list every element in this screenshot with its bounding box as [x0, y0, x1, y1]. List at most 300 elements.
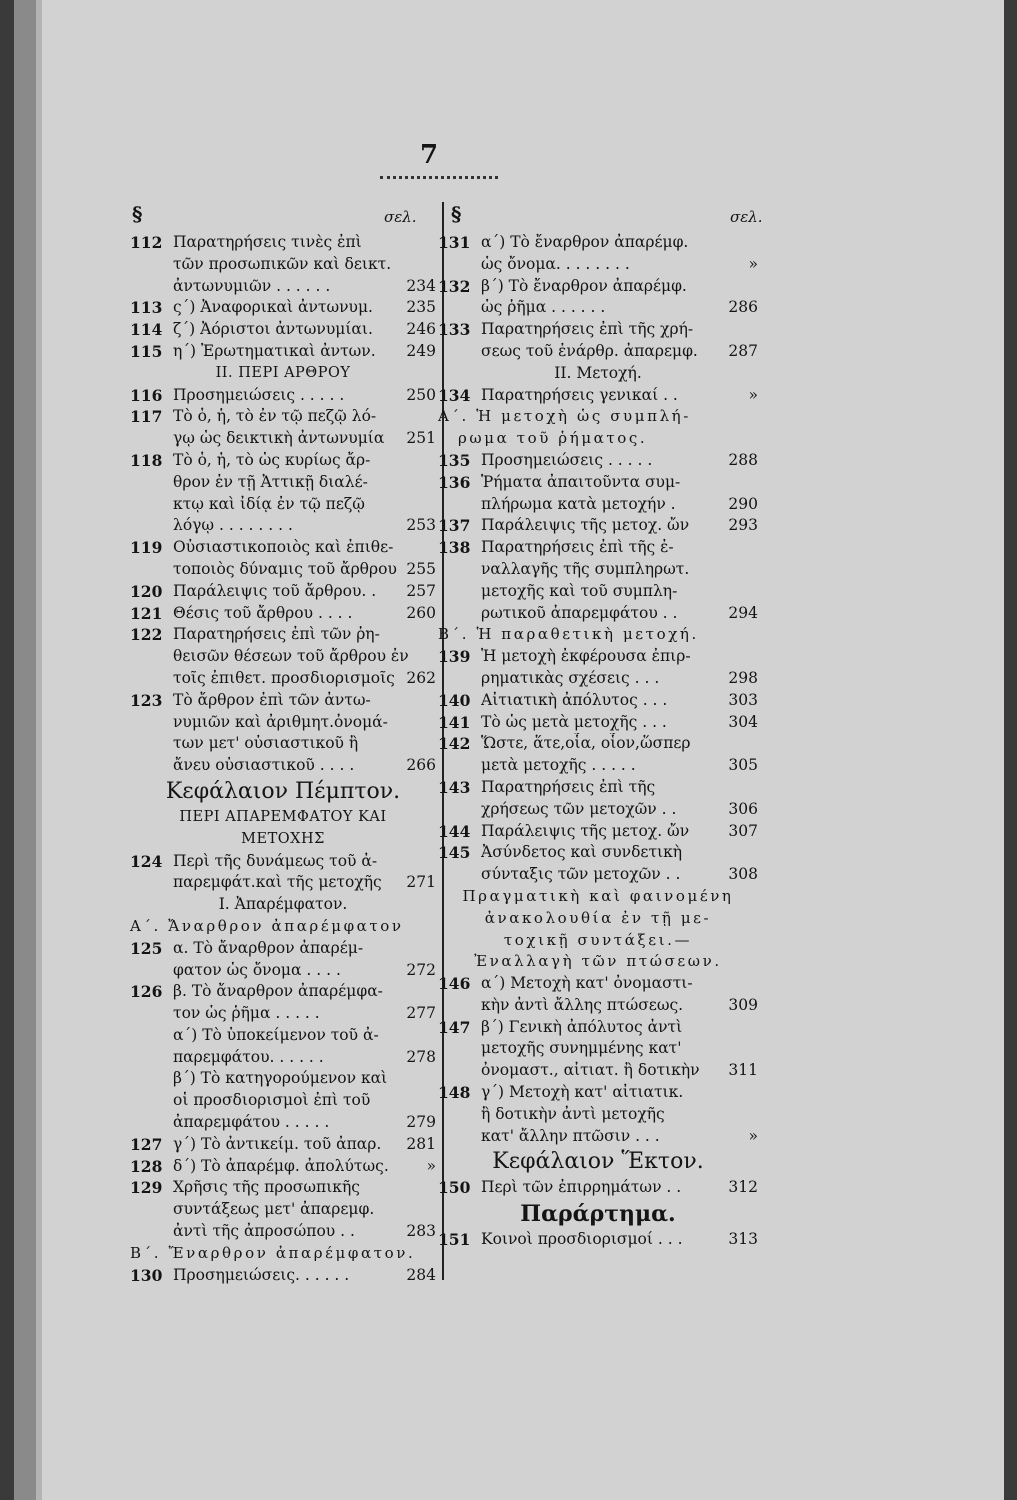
entry-text [173, 690, 436, 777]
toc-entry [130, 319, 436, 341]
page-ref: » [748, 254, 758, 273]
entry-line [481, 341, 758, 363]
section-number: 122 [130, 625, 163, 645]
page-ref: 304 [728, 712, 758, 731]
entry-line [173, 603, 436, 625]
entry-line-text: τοῖς ἐπιθετ. προσδιορισμοῖς [173, 668, 395, 687]
toc-entry [438, 385, 758, 407]
toc-entry [130, 603, 436, 625]
entry-text [481, 842, 758, 886]
toc-entry [438, 1082, 758, 1147]
entry-line-text: μετὰ μετοχῆς . . . . . [481, 756, 636, 775]
entry-line-text: Τὸ ἄρθρον ἐπὶ τῶν ἀντω- [173, 690, 371, 709]
section-heading: I. Ἀπαρέμφατον. [218, 895, 348, 914]
entry-line-text: Προσημειώσεις . . . . . [481, 450, 653, 469]
page-ref: 234 [406, 276, 436, 295]
entry-line [173, 1068, 436, 1090]
section-number: 145 [438, 843, 471, 863]
page-ref: 255 [406, 559, 436, 578]
left-column [130, 232, 436, 1286]
entry-line [173, 668, 436, 690]
toc-entry [438, 515, 758, 537]
page-ref: 246 [406, 320, 436, 339]
page-ref: 287 [728, 341, 758, 360]
entry-line-text: Παρατηρήσεις ἐπὶ τῆς χρή- [481, 320, 694, 339]
page-ref: 312 [728, 1178, 758, 1197]
section-heading: II. ΠΕΡΙ ΑΡΘΡΟΥ [215, 364, 351, 381]
entry-line [173, 1003, 436, 1025]
toc-entry [438, 973, 758, 1017]
entry-line-text: β. Τὸ ἄναρθρον ἀπαρέμφα- [173, 982, 383, 1001]
entry-line [173, 646, 436, 668]
entry-line-text: γ´) Μετοχὴ κατ' αἰτιατικ. [481, 1083, 684, 1102]
entry-line [481, 276, 758, 298]
entry-line-text: Ἀσύνδετος καὶ συνδετικὴ [481, 843, 683, 862]
page-ref: 298 [728, 668, 758, 687]
section-heading: II. Μετοχή. [554, 363, 642, 382]
section-number: 130 [130, 1265, 163, 1285]
toc-entry [438, 1229, 758, 1251]
entry-line [173, 494, 436, 516]
entry-line [481, 319, 758, 341]
entry-text [173, 319, 436, 341]
entry-line-text: μετοχῆς καὶ τοῦ συμπλη- [481, 581, 678, 600]
entry-line [173, 559, 436, 581]
entry-line [173, 1221, 436, 1243]
left-section-symbol: § [132, 202, 143, 226]
entry-line [173, 981, 436, 1003]
entry-line [173, 1199, 436, 1221]
entry-line-text: β´) Τὸ ἔναρθρον ἀπαρέμφ. [481, 276, 687, 295]
entry-line-text: νυμιῶν καὶ ἀριθμητ.ὀνομά- [173, 712, 388, 731]
page-number-ornament [380, 176, 498, 179]
entry-line-text: ς´) Ἀναφορικαὶ ἀντωνυμ. [173, 298, 373, 317]
entry-line [481, 646, 758, 668]
entry-line [173, 1090, 436, 1112]
entry-line [173, 1025, 436, 1047]
entry-line [173, 733, 436, 755]
entry-line-text: οἱ προσδιορισμοὶ ἐπὶ τοῦ [173, 1091, 371, 1110]
entry-line-text: ὀνομαστ., αἰτιατ. ἢ δοτικὴν [481, 1061, 700, 1080]
entry-line-text: Παράλειψις τοῦ ἄρθρου. . [173, 581, 377, 600]
section-number: 144 [438, 821, 471, 841]
toc-entry [438, 646, 758, 690]
entry-line-text: Παρατηρήσεις ἐπὶ τῆς [481, 777, 656, 796]
entry-line [173, 537, 436, 559]
section-number: 124 [130, 851, 163, 871]
entry-line-text: β´) Τὸ κατηγορούμενον καὶ [173, 1069, 388, 1088]
toc-entry [130, 938, 436, 982]
entry-line-text: ναλλαγῆς τῆς συμπληρωτ. [481, 559, 690, 578]
entry-line-text: α. Τὸ ἄναρθρον ἀπαρέμ- [173, 938, 364, 957]
entry-text [173, 341, 436, 363]
entry-text [481, 232, 758, 276]
book-page [14, 0, 1004, 1500]
entry-line [481, 472, 758, 494]
page-ref: 283 [406, 1222, 436, 1241]
entry-line [173, 712, 436, 734]
page-ref: 293 [728, 516, 758, 535]
entry-line-text: τοποιὸς δύναμις τοῦ ἄρθρου [173, 559, 397, 578]
page-ref: 307 [728, 821, 758, 840]
toc-entry [438, 276, 758, 320]
page-ref: » [748, 1126, 758, 1145]
entry-text [173, 603, 436, 625]
entry-line-text: Οὐσιαστικοποιὸς καὶ ἐπιθε- [173, 538, 394, 557]
entry-text [173, 1134, 436, 1156]
entry-line-text: τῶν προσωπικῶν καὶ δεικτ. [173, 254, 392, 273]
entry-line-text: Τὸ ὡς μετὰ μετοχῆς . . . [481, 712, 667, 731]
entry-line [481, 1229, 758, 1251]
toc-entry [438, 450, 758, 472]
entry-line [173, 254, 436, 276]
toc-entry [438, 690, 758, 712]
page-ref: 284 [406, 1265, 436, 1284]
binding-shadow [36, 0, 42, 1500]
entry-line-text: ρηματικὰς σχέσεις . . . [481, 668, 660, 687]
entry-line-text: ἢ δοτικὴν ἀντὶ μετοχῆς [481, 1104, 665, 1123]
left-page-abbr: σελ. [384, 208, 417, 226]
page-ref: 260 [406, 603, 436, 622]
entry-line [481, 232, 758, 254]
entry-line [481, 864, 758, 886]
entry-line-text: Κοινοὶ προσδιορισμοί . . . [481, 1230, 683, 1249]
section-number: 123 [130, 690, 163, 710]
entry-line-text: ὡς ὄνομα. . . . . . . . [481, 254, 630, 273]
entry-line-text: Τὸ ὁ, ἡ, τὸ ὡς κυρίως ἄρ- [173, 450, 371, 469]
page-ref: 303 [728, 690, 758, 709]
subsection-heading: Ἐναλλαγὴ τῶν πτώσεων. [474, 952, 722, 971]
entry-line [173, 1047, 436, 1069]
entry-text [481, 276, 758, 320]
section-number: 147 [438, 1017, 471, 1037]
section-heading: Παράρτημα. [520, 1201, 676, 1228]
page-ref: 235 [406, 298, 436, 317]
entry-text [481, 319, 758, 363]
section-number: 143 [438, 777, 471, 797]
entry-text [173, 624, 436, 689]
entry-text [481, 385, 758, 407]
entry-line-text: ἀντωνυμιῶν . . . . . . [173, 276, 331, 295]
entry-text [173, 581, 436, 603]
right-page-abbr: σελ. [730, 208, 763, 226]
entry-line [173, 1134, 436, 1156]
entry-text [481, 1082, 758, 1147]
entry-line-text: Αἰτιατικὴ ἀπόλυτος . . . [481, 690, 668, 709]
entry-line [481, 603, 758, 625]
entry-line-text: δ´) Τὸ ἀπαρέμφ. ἀπολύτως. [173, 1156, 389, 1175]
entry-line [173, 406, 436, 428]
section-number: 141 [438, 712, 471, 732]
entry-line [173, 1177, 436, 1199]
subsection-heading: Πραγματικὴ καὶ φαινομένη [462, 886, 734, 905]
entry-line [481, 1104, 758, 1126]
page-ref: 257 [406, 581, 436, 600]
page-ref: 290 [728, 494, 758, 513]
section-number: 146 [438, 974, 471, 994]
page-ref: » [748, 385, 758, 404]
subsection-heading: Α´. Ἡ μετοχὴ ὡς συμπλή- [438, 407, 691, 426]
page-ref: 313 [728, 1230, 758, 1249]
toc-entry [130, 341, 436, 363]
entry-line-text: σύνταξις τῶν μετοχῶν . . [481, 865, 681, 884]
toc-entry [438, 777, 758, 821]
entry-line [173, 690, 436, 712]
entry-line [481, 559, 758, 581]
page-ref: 311 [728, 1061, 758, 1080]
section-number: 125 [130, 938, 163, 958]
entry-line-text: πλήρωμα κατὰ μετοχήν . [481, 494, 676, 513]
section-number: 142 [438, 734, 471, 754]
entry-line [481, 755, 758, 777]
entry-text [173, 537, 436, 581]
entry-line-text: θεισῶν θέσεων τοῦ ἄρθρου ἐν [173, 647, 409, 666]
entry-line-text: λόγῳ . . . . . . . . [173, 516, 293, 535]
entry-line [481, 254, 758, 276]
entry-line-text: τον ὡς ῥῆμα . . . . . [173, 1004, 320, 1023]
page-ref: 288 [728, 450, 758, 469]
entry-line [173, 1265, 436, 1287]
section-number: 131 [438, 233, 471, 252]
section-heading: Κεφάλαιον Ἕκτον. [492, 1149, 704, 1175]
toc-entry [438, 537, 758, 624]
entry-line-text: παρεμφάτου. . . . . . [173, 1047, 324, 1066]
entry-line [173, 872, 436, 894]
entry-line [481, 690, 758, 712]
entry-text [173, 385, 436, 407]
entry-line-text: Ὥστε, ἅτε,οἷα, οἷον,ὥσπερ [481, 734, 691, 753]
entry-line-text: παρεμφάτ.καὶ τῆς μετοχῆς [173, 873, 382, 892]
toc-entry [438, 821, 758, 843]
right-section-symbol: § [451, 202, 462, 226]
section-number: 136 [438, 472, 471, 492]
entry-line [481, 668, 758, 690]
toc-entry [438, 842, 758, 886]
section-heading: ΜΕΤΟΧΗΣ [241, 830, 325, 847]
toc-entry [438, 712, 758, 734]
entry-line-text: σεως τοῦ ἐνάρθρ. ἀπαρεμφ. [481, 341, 698, 360]
entry-line [173, 624, 436, 646]
entry-line-text: Χρῆσις τῆς προσωπικῆς [173, 1178, 360, 1197]
entry-line-text: ζ´) Ἀόριστοι ἀντωνυμίαι. [173, 320, 373, 339]
entry-line [481, 581, 758, 603]
entry-line-text: α´) Τὸ ὑποκείμενον τοῦ ἀ- [173, 1025, 379, 1044]
section-number: 150 [438, 1178, 471, 1198]
section-number: 129 [130, 1178, 163, 1198]
entry-line-text: Θέσις τοῦ ἄρθρου . . . . [173, 603, 353, 622]
entry-line-text: α´) Τὸ ἔναρθρον ἀπαρέμφ. [481, 233, 689, 251]
entry-line [173, 851, 436, 873]
entry-line-text: κατ' ἄλλην πτῶσιν . . . [481, 1126, 660, 1145]
entry-line [481, 995, 758, 1017]
section-number: 133 [438, 320, 471, 340]
entry-line-text: Περὶ τῆς δυνάμεως τοῦ ἀ- [173, 851, 378, 870]
entry-line [481, 799, 758, 821]
entry-text [173, 938, 436, 982]
entry-line [481, 777, 758, 799]
entry-text [481, 712, 758, 734]
toc-entry [130, 297, 436, 319]
entry-line-text: γῳ ὡς δεικτικὴ ἀντωνυμία [173, 429, 385, 448]
section-number: 137 [438, 516, 471, 536]
section-number: 120 [130, 581, 163, 601]
section-number: 121 [130, 603, 163, 623]
entry-text [173, 1265, 436, 1287]
subsection-heading: ἀνακολουθία ἐν τῇ με- [484, 908, 712, 927]
entry-line-text: ρωτικοῦ ἀπαρεμφάτου . . [481, 603, 678, 622]
entry-line [481, 494, 758, 516]
entry-text [173, 297, 436, 319]
entry-line [173, 450, 436, 472]
entry-line [481, 385, 758, 407]
entry-line [481, 712, 758, 734]
page-ref: 294 [728, 603, 758, 622]
toc-entry [130, 406, 436, 450]
entry-line-text: Περὶ τῶν ἐπιρρημάτων . . [481, 1178, 682, 1197]
section-number: 135 [438, 450, 471, 470]
toc-entry [438, 232, 758, 276]
entry-text [481, 1177, 758, 1199]
page-ref: » [426, 1156, 436, 1175]
section-number: 126 [130, 982, 163, 1002]
toc-entry [438, 319, 758, 363]
entry-line [481, 821, 758, 843]
entry-text [481, 973, 758, 1017]
entry-line [481, 1017, 758, 1039]
entry-line-text: Προσημειώσεις . . . . . [173, 385, 345, 404]
toc-entry [130, 537, 436, 581]
entry-text [481, 733, 758, 777]
entry-text [481, 472, 758, 516]
toc-entry [130, 581, 436, 603]
entry-line [173, 232, 436, 254]
toc-entry [130, 1156, 436, 1178]
page-ref: 266 [406, 756, 436, 775]
entry-line-text: φατον ὡς ὄνομα . . . . [173, 960, 341, 979]
entry-line-text: ἀπαρεμφάτου . . . . . [173, 1113, 330, 1132]
page-ref: 249 [406, 341, 436, 360]
entry-line [481, 1038, 758, 1060]
entry-text [481, 1229, 758, 1251]
entry-line-text: Ἡ μετοχὴ ἐκφέρουσα ἐπιρ- [481, 647, 691, 666]
section-number: 134 [438, 385, 471, 405]
subsection-heading: τοχικῇ συντάξει.— [503, 930, 693, 949]
entry-line-text: α´) Μετοχὴ κατ' ὀνομαστι- [481, 974, 693, 993]
entry-text [173, 1177, 436, 1242]
subsection-heading: Β´. Ἡ παραθετικὴ μετοχή. [438, 625, 699, 644]
entry-line [481, 1126, 758, 1148]
toc-entry [130, 1265, 436, 1287]
page-ref: 277 [406, 1004, 436, 1023]
entry-text [173, 851, 436, 895]
section-number: 148 [438, 1083, 471, 1103]
entry-line [481, 297, 758, 319]
page-ref: 305 [728, 756, 758, 775]
entry-line [173, 297, 436, 319]
entry-line [173, 385, 436, 407]
entry-line [481, 537, 758, 559]
page-ref: 279 [406, 1113, 436, 1132]
page-ref: 271 [406, 873, 436, 892]
page-ref: 281 [406, 1134, 436, 1153]
entry-line [481, 450, 758, 472]
entry-text [173, 450, 436, 537]
section-number: 138 [438, 538, 471, 558]
toc-entry [130, 981, 436, 1134]
toc-entry [130, 1177, 436, 1242]
entry-line [481, 733, 758, 755]
entry-line-text: των μετ' οὐσιαστικοῦ ἢ [173, 734, 359, 753]
page-ref: 253 [406, 516, 436, 535]
entry-line [481, 973, 758, 995]
toc-entry [438, 733, 758, 777]
entry-text [173, 406, 436, 450]
section-number: 132 [438, 276, 471, 296]
toc-entry [130, 450, 436, 537]
toc-entry [438, 1177, 758, 1199]
subsection-heading: ρωμα τοῦ ῥήματος. [458, 429, 648, 448]
entry-line-text: συντάξεως μετ' ἀπαρεμφ. [173, 1200, 375, 1219]
section-number: 112 [130, 233, 163, 252]
entry-line-text: Τὸ ὁ, ἡ, τὸ ἐν τῷ πεζῷ λό- [173, 407, 377, 426]
entry-line [481, 1177, 758, 1199]
entry-line-text: γ´) Τὸ ἀντικείμ. τοῦ ἀπαρ. [173, 1134, 382, 1153]
entry-line-text: β´) Γενικὴ ἀπόλυτος ἀντὶ [481, 1017, 683, 1036]
section-number: 140 [438, 690, 471, 710]
page-number: 7 [419, 140, 439, 170]
entry-text [173, 232, 436, 297]
section-number: 119 [130, 538, 163, 558]
entry-line-text: Προσημειώσεις. . . . . . [173, 1265, 350, 1284]
page-ref: 308 [728, 865, 758, 884]
subsection-heading: Α´. Ἄναρθρον ἀπαρέμφατον [130, 916, 404, 935]
entry-line-text: ἄνευ οὐσιαστικοῦ . . . . [173, 756, 355, 775]
entry-line [173, 1156, 436, 1178]
entry-line [173, 472, 436, 494]
page-ref: 250 [406, 385, 436, 404]
page-ref: 251 [406, 429, 436, 448]
page-ref: 272 [406, 960, 436, 979]
entry-line [173, 938, 436, 960]
entry-line [173, 276, 436, 298]
entry-line-text: η´) Ἐρωτηματικαὶ ἀντων. [173, 341, 376, 360]
toc-entry [438, 1017, 758, 1082]
entry-line [173, 755, 436, 777]
entry-line [173, 1112, 436, 1134]
entry-line-text: Παρατηρήσεις ἐπὶ τῆς ἐ- [481, 538, 674, 557]
entry-line [173, 428, 436, 450]
entry-text [481, 537, 758, 624]
entry-line-text: μετοχῆς συνημμένης κατ' [481, 1039, 682, 1058]
entry-text [481, 646, 758, 690]
entry-line [173, 319, 436, 341]
entry-text [173, 981, 436, 1134]
page-ref: 286 [728, 298, 758, 317]
entry-line-text: χρήσεως τῶν μετοχῶν . . [481, 799, 677, 818]
section-number: 117 [130, 407, 163, 427]
toc-entry [130, 1134, 436, 1156]
page-ref: 306 [728, 799, 758, 818]
page-ref: 262 [406, 668, 436, 687]
entry-line-text: ἀντὶ τῆς ἀπροσώπου . . [173, 1222, 355, 1241]
entry-line-text: Παράλειψις τῆς μετοχ. ὤν [481, 821, 690, 840]
entry-line-text: θρον ἐν τῇ Ἀττικῇ διαλέ- [173, 472, 368, 491]
entry-text [173, 1156, 436, 1178]
entry-line [481, 515, 758, 537]
entry-line [173, 960, 436, 982]
subsection-heading: Β´. Ἔναρθρον ἀπαρέμφατον. [130, 1243, 416, 1262]
toc-entry [130, 232, 436, 297]
